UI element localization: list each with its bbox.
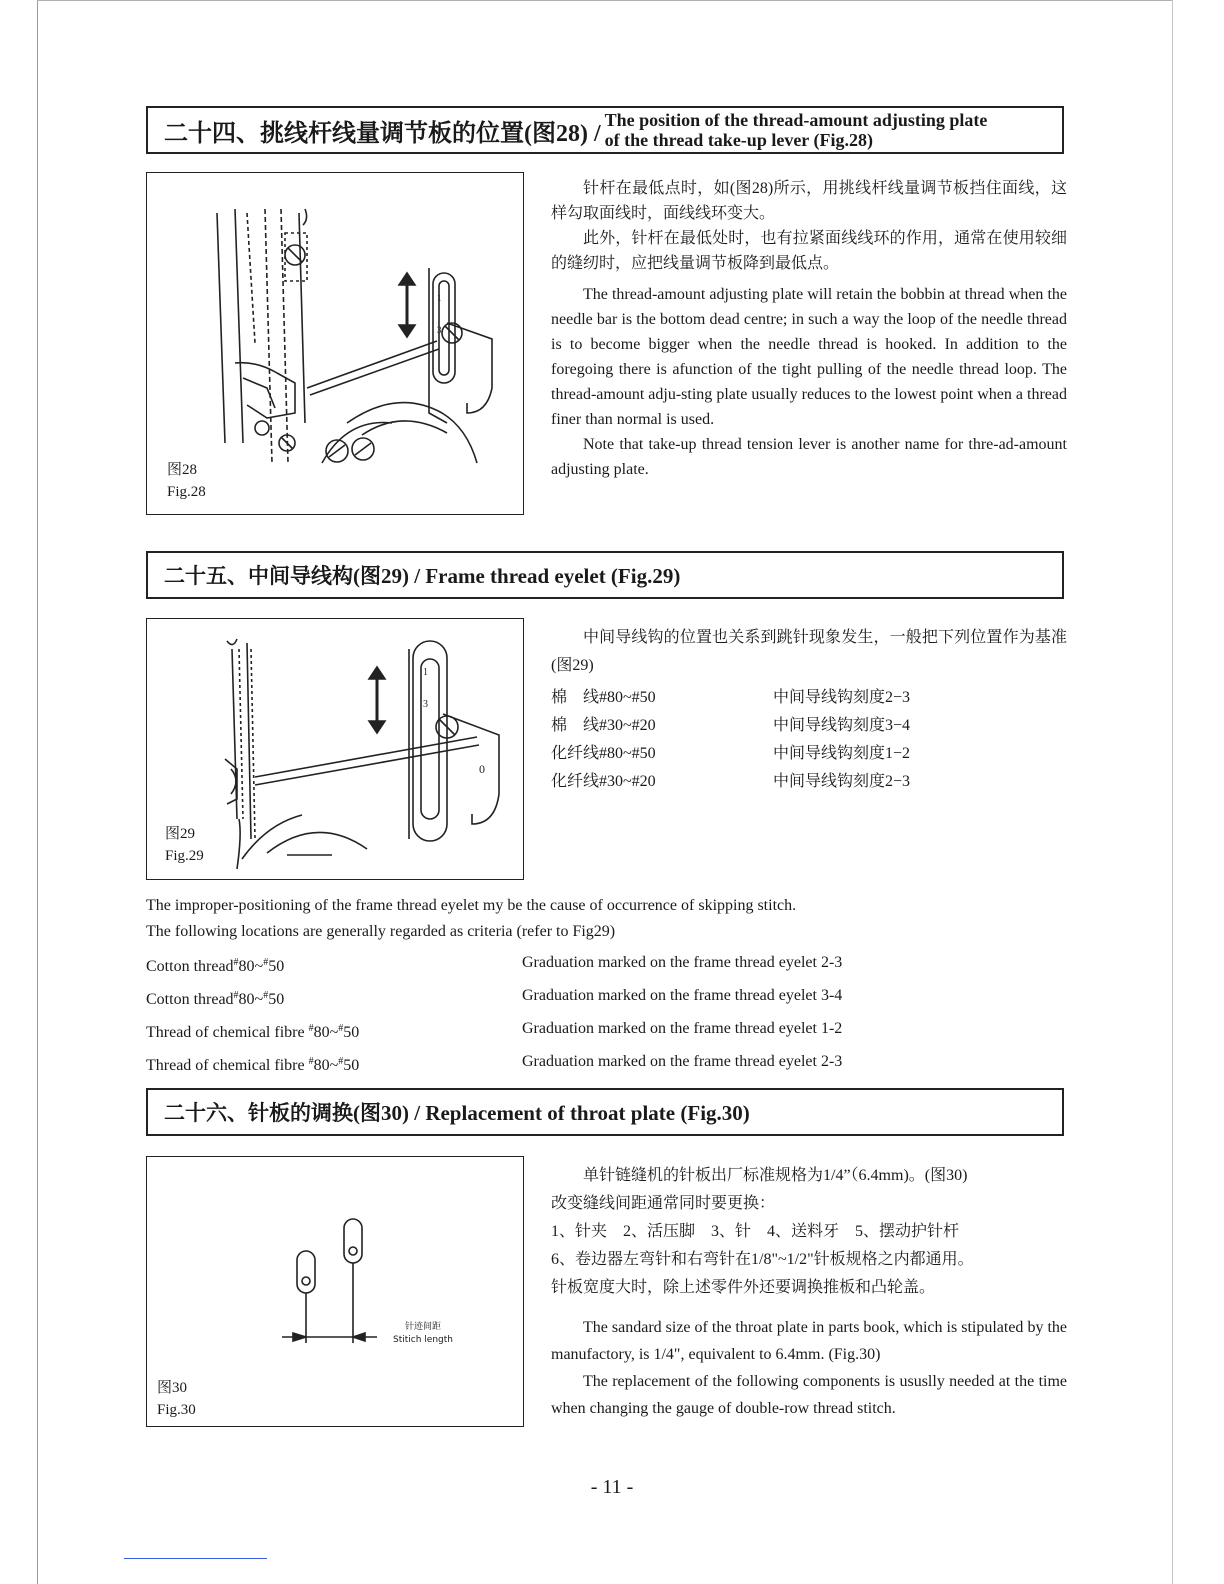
section-24-para-zh-1: 针杆在最低点时，如(图28)所示，用挑线杆线量调节板挡住面线，这样勾取面线时，面线线环变大。 (551, 180, 1067, 222)
section-25-en-text (146, 893, 1046, 1080)
figure-28 (146, 172, 524, 515)
en-table-row (146, 948, 1046, 981)
section-24-text (551, 176, 1067, 482)
section-24-title-en (605, 110, 988, 150)
page-border (37, 0, 38, 1584)
en-table-thread: Thread of chemical fibre #80~#50 (146, 1056, 360, 1074)
figure-28-caption (167, 459, 206, 503)
section-26-para-zh-1: 单针链缝机的针板出厂标准规格为1/4”（6.4mm)。(图30) (583, 1167, 968, 1184)
section-25-para-zh: 中间导线钩的位置也关系到跳针现象发生，一般把下列位置作为基准(图29) (551, 629, 1067, 674)
svg-text:3: 3 (437, 325, 442, 335)
zh-table-thread: 化纤线#30~#20 (551, 773, 656, 790)
section-25-text (551, 624, 1067, 796)
zh-table-thread: 棉 线#30~#20 (551, 717, 656, 734)
figure-29-label-en: Fig.29 (165, 848, 204, 864)
section-26-text (551, 1162, 1067, 1422)
figure-29-caption (165, 823, 204, 867)
en-table-setting: Graduation marked on the frame thread eyelet 3-4 (522, 987, 843, 1004)
section-26-para-zh-3: 1、针夹 2、活压脚 3、针 4、送料牙 5、摆动护针杆 (551, 1223, 960, 1240)
figure-29-label-zh: 图29 (165, 826, 196, 842)
zh-table-thread: 棉 线#80~#50 (551, 689, 656, 706)
section-25-title: 二十五、中间导线构(图29) / Frame thread eyelet (Fig.29) (164, 564, 681, 588)
en-table-row (146, 981, 1046, 1014)
section-24-para-en-2: Note that take-up thread tension lever is another name for thre-ad-amount adjusting plate. (551, 436, 1067, 478)
section-24-heading (146, 106, 1064, 154)
section-26-para-en-2: The replacement of the following components is ususlly needed at the time when changing the gauge of double-row thread stitch. (551, 1373, 1067, 1417)
en-table-thread: Cotton thread#80~#50 (146, 990, 285, 1008)
section-24-title-en-line1: The position of the thread-amount adjusting plate (604, 110, 988, 130)
section-25-en-line-2: The following locations are generally regarded as criteria (refer to Fig29) (146, 923, 616, 940)
svg-text:3: 3 (423, 699, 428, 710)
section-25-heading (146, 551, 1064, 599)
section-24-title-en-line2: of the thread take-up lever (Fig.28) (604, 130, 873, 150)
page-border (1172, 0, 1173, 1584)
stitch-label-en: Stitich length (393, 1335, 453, 1345)
section-24-para-zh-2: 此外，针杆在最低处时，也有拉紧面线线环的作用，通常在使用较细的缝纫时，应把线量调节板降到最低点。 (551, 230, 1067, 272)
footer-line (124, 1558, 267, 1559)
en-table-thread: Cotton thread#80~#50 (146, 957, 285, 975)
figure-30-caption (157, 1377, 196, 1421)
en-table-setting: Graduation marked on the frame thread eyelet 1-2 (522, 1020, 843, 1037)
page-border (37, 0, 1173, 1)
svg-text:1: 1 (437, 293, 442, 303)
figure-29 (146, 618, 524, 880)
figure-30-drawing (147, 1157, 523, 1426)
svg-text:0: 0 (479, 762, 485, 776)
figure-30-label-zh: 图30 (157, 1380, 188, 1396)
section-26-para-zh-4: 6、卷边器左弯针和右弯针在1/8"~1/2"针板规格之内都通用。 (551, 1251, 974, 1268)
en-table-row (146, 1047, 1046, 1080)
zh-table-setting: 中间导线钩刻度2−3 (773, 773, 911, 790)
zh-table-row (551, 768, 1067, 796)
en-table-setting: Graduation marked on the frame thread eyelet 2-3 (522, 954, 843, 971)
figure-30 (146, 1156, 524, 1427)
section-26-heading (146, 1088, 1064, 1136)
section-24-para-en-1: The thread-amount adjusting plate will retain the bobbin at thread when the needle bar is the bottom dead centre; in such a way the loop of the needle thread is to become bigger when the needle thread is hooked. In addition to the foregoing there is afunction of the tight pulling of the needle thread loop. The thread-amount adju-sting plate usually reduces to the lowest point when a thread finer than normal is used. (551, 286, 1067, 428)
page-number: - 11 - (590, 1476, 634, 1498)
svg-text:1: 1 (423, 667, 428, 678)
en-table-setting: Graduation marked on the frame thread eyelet 2-3 (522, 1053, 843, 1070)
figure-30-label-en: Fig.30 (157, 1402, 196, 1418)
zh-table-row (551, 684, 1067, 712)
section-25-en-line-1: The improper-positioning of the frame thread eyelet my be the cause of occurrence of skipping stitch. (146, 897, 797, 914)
en-table-thread: Thread of chemical fibre #80~#50 (146, 1023, 360, 1041)
zh-table-setting: 中间导线钩刻度1−2 (773, 745, 911, 762)
en-table-row (146, 1014, 1046, 1047)
zh-table-row (551, 740, 1067, 768)
figure-28-label-en: Fig.28 (167, 484, 206, 500)
section-26-para-zh-5: 针板宽度大时，除上述零件外还要调换推板和凸轮盖。 (551, 1279, 936, 1296)
section-26-para-en-1: The sandard size of the throat plate in parts book, which is stipulated by the manufactory, is 1/4", equivalent to 6.4mm. (Fig.30) (551, 1319, 1067, 1363)
zh-table-row (551, 712, 1067, 740)
zh-table-thread: 化纤线#80~#50 (551, 745, 656, 762)
zh-table-setting: 中间导线钩刻度3−4 (773, 717, 911, 734)
zh-table-setting: 中间导线钩刻度2−3 (773, 689, 911, 706)
stitch-label-zh: 针迹间距 (404, 1322, 441, 1332)
figure-28-label-zh: 图28 (167, 462, 198, 478)
stitch-label (383, 1321, 463, 1347)
section-24-title-zh: 二十四、挑线杆线量调节板的位置(图28) / (164, 120, 601, 147)
section-26-para-zh-2: 改变缝线间距通常同时要更换： (551, 1195, 776, 1212)
section-26-title: 二十六、针板的调换(图30) / Replacement of throat plate (Fig.30) (164, 1101, 750, 1125)
